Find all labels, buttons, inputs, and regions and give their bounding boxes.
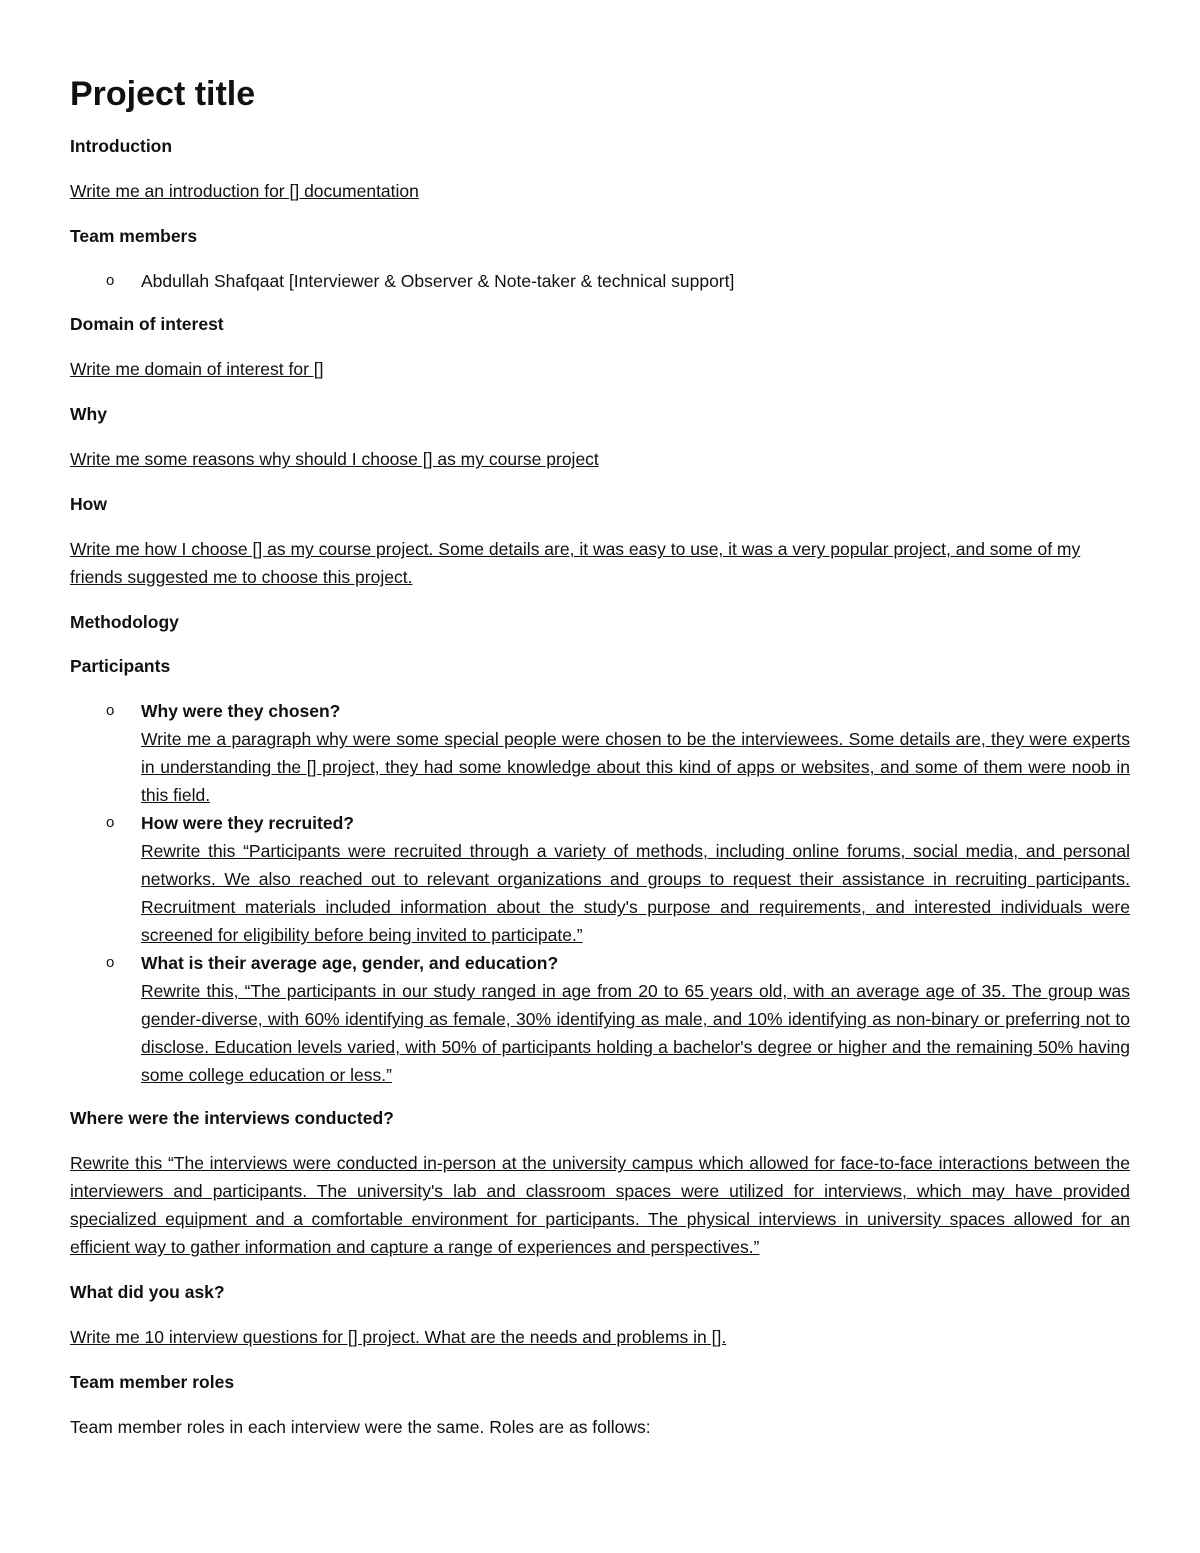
heading-introduction: Introduction bbox=[70, 136, 173, 157]
participant-question: Why were they chosen? bbox=[141, 701, 341, 722]
team-member-name: Abdullah Shafqaat [Interviewer & Observer & Note-taker & technical support] bbox=[141, 271, 735, 292]
heading-what-ask: What did you ask? bbox=[70, 1282, 225, 1303]
heading-domain-of-interest: Domain of interest bbox=[70, 314, 224, 335]
what-ask-text: Write me 10 interview questions for [] project. What are the needs and problems in []. bbox=[70, 1327, 727, 1348]
list-item bbox=[70, 697, 1130, 809]
heading-why: Why bbox=[70, 404, 107, 425]
introduction-text: Write me an introduction for [] documentation bbox=[70, 181, 419, 202]
team-roles-text: Team member roles in each interview were the same. Roles are as follows: bbox=[70, 1417, 651, 1438]
heading-how: How bbox=[70, 494, 107, 515]
participant-question: How were they recruited? bbox=[141, 813, 354, 834]
participants-list bbox=[70, 697, 1130, 1089]
team-members-list bbox=[70, 267, 1130, 295]
list-item bbox=[70, 809, 1130, 949]
bullet-marker: o bbox=[106, 954, 115, 972]
participant-question: What is their average age, gender, and education? bbox=[141, 953, 559, 974]
domain-of-interest-text: Write me domain of interest for [] bbox=[70, 359, 324, 380]
heading-where: Where were the interviews conducted? bbox=[70, 1108, 394, 1129]
list-item bbox=[70, 267, 1130, 295]
document-title: Project title bbox=[70, 75, 256, 113]
heading-team-members: Team members bbox=[70, 226, 198, 247]
heading-team-roles: Team member roles bbox=[70, 1372, 235, 1393]
bullet-marker: o bbox=[106, 272, 115, 290]
heading-methodology: Methodology bbox=[70, 612, 179, 633]
participant-answer: Rewrite this, “The participants in our study ranged in age from 20 to 65 years old, with an average age of 35. The group was gender-diverse, with 60% identifying as female, 30% identifying as male, and 10% identifying as non-binary or preferring not to disclose. Education levels varied, with 50% of participants holding a bachelor's degree or higher and the remaining 50% having some college education or less.” bbox=[141, 981, 1130, 1086]
where-text: Rewrite this “The interviews were conducted in-person at the university campus which allowed for face-to-face interactions between the interviewers and participants. The university's lab and classroom spaces were utilized for interviews, which may have provided specialized equipment and a comfortable environment for participants. The physical interviews in university spaces allowed for an efficient way to gather information and capture a range of experiences and perspectives.” bbox=[70, 1153, 1130, 1258]
how-text: Write me how I choose [] as my course project. Some details are, it was easy to use, it was a very popular project, and some of my friends suggested me to choose this project. bbox=[70, 539, 1081, 588]
participant-answer: Rewrite this “Participants were recruited through a variety of methods, including online forums, social media, and personal networks. We also reached out to relevant organizations and groups to request their assistance in recruiting participants. Recruitment materials included information about the study's purpose and requirements, and interested individuals were screened for eligibility before being invited to participate.” bbox=[141, 841, 1130, 946]
why-text: Write me some reasons why should I choose [] as my course project bbox=[70, 449, 599, 470]
participant-answer: Write me a paragraph why were some special people were chosen to be the interviewees. Some details are, they were experts in understanding the [] project, they had some knowledge about this kind of apps or websites, and some of them were noob in this field. bbox=[141, 729, 1130, 806]
document-page bbox=[70, 70, 1130, 1459]
list-item bbox=[70, 949, 1130, 1089]
bullet-marker: o bbox=[106, 702, 115, 720]
bullet-marker: o bbox=[106, 814, 115, 832]
heading-participants: Participants bbox=[70, 656, 171, 677]
